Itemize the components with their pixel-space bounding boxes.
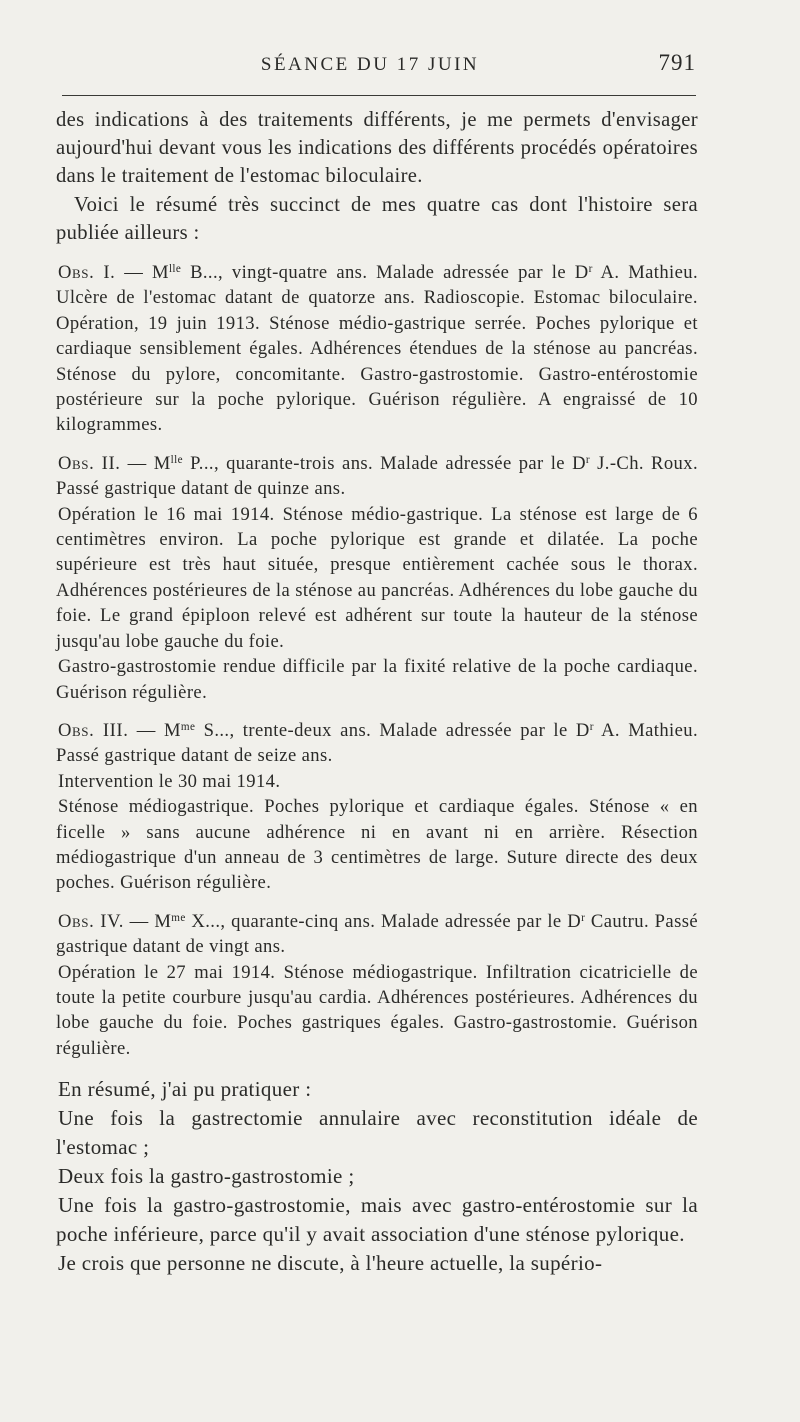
observation-lead bbox=[56, 909, 698, 960]
title-sup: me bbox=[171, 911, 186, 924]
observation-1 bbox=[56, 260, 698, 438]
observation-3 bbox=[56, 718, 698, 896]
title-sup: me bbox=[180, 720, 196, 733]
observation-paragraph: Intervention le 30 mai 1914. bbox=[58, 770, 281, 792]
observation-paragraph: Opération le 27 mai 1914. Sténose médiogastrique. Infiltration cicatricielle de toute la petite courbure jusqu'au cardia. Adhérences postérieures. Adhérences du lobe gauche du foie. Poches gastriques égales. Gastro-gastrostomie. Guérison régulière. bbox=[56, 961, 698, 1059]
title-abbr: M bbox=[163, 719, 181, 741]
observation-lead bbox=[56, 718, 698, 769]
summary-paragraph: Une fois la gastro-gastrostomie, mais avec gastro-entérostomie sur la poche inférieure, parce qu'il y avait association d'une sténose pylorique. bbox=[56, 1193, 698, 1247]
page-body bbox=[56, 106, 698, 1278]
dash: — bbox=[123, 910, 155, 932]
lead-rest: A. Mathieu. Ulcère de l'estomac datant de quatorze ans. Radioscopie. Estomac biloculaire. Opération, 19 juin 1913. Sténose médio-gastrique serrée. Poches pylorique et cardiaque sensiblement égales. Adhérences étendues de la sténose au pancréas. Sténose du pylore, concomitante. Gastro-gastrostomie. Gastro-entérostomie postérieure sur la poche pylorique. Guérison régulière. A engraissé de 10 kilogrammes. bbox=[56, 262, 699, 436]
summary-paragraph: Deux fois la gastro-gastrostomie ; bbox=[58, 1164, 355, 1189]
observation-label: Obs. II. bbox=[58, 452, 121, 474]
dash: — bbox=[128, 719, 164, 741]
summary-paragraph: Une fois la gastrectomie annulaire avec reconstitution idéale de l'estomac ; bbox=[56, 1106, 698, 1160]
dash: — bbox=[115, 262, 152, 284]
dash: — bbox=[120, 452, 154, 474]
intro-paragraph: des indications à des traitements différents, je me permets d'envisager aujourd'hui devant vous les indications des différents procédés opératoires dans le traitement de l'estomac biloculaire. bbox=[56, 109, 698, 188]
observation-2 bbox=[56, 451, 698, 705]
observation-label: Obs. III. bbox=[58, 719, 129, 741]
running-title: SÉANCE DU 17 JUIN bbox=[260, 54, 480, 75]
intro-paragraph: Voici le résumé très succinct de mes quatre cas dont l'histoire sera publiée ailleurs : bbox=[56, 193, 698, 244]
observation-paragraph: Gastro-gastrostomie rendue difficile par la fixité relative de la poche cardiaque. Guérison régulière. bbox=[56, 656, 698, 703]
intro-text bbox=[56, 106, 698, 247]
doctor-sup: r bbox=[585, 453, 591, 466]
header-rule bbox=[62, 95, 696, 96]
lead-text: X..., quarante-cinq ans. Malade adressée par le D bbox=[185, 910, 582, 932]
observation-label: Obs. IV. bbox=[58, 910, 124, 932]
title-abbr: M bbox=[152, 262, 169, 284]
summary-paragraph: Je crois que personne ne discute, à l'heure actuelle, la supério- bbox=[58, 1251, 603, 1276]
observation-lead bbox=[56, 451, 698, 502]
doctor-sup: r bbox=[588, 262, 593, 275]
observation-paragraph: Sténose médiogastrique. Poches pylorique et cardiaque égales. Sténose « en ficelle » sans aucune adhérence ni en avant ni en arrière. Résection médiogastrique d'un anneau de 3 centimètres de large. Suture directe des deux poches. Guérison régulière. bbox=[56, 796, 698, 894]
running-head bbox=[0, 48, 800, 88]
observation-lead bbox=[56, 260, 698, 438]
lead-rest: Cautru. Passé gastrique datant de vingt ans. bbox=[56, 910, 699, 958]
lead-text: B..., vingt-quatre ans. Malade adressée par le D bbox=[181, 262, 589, 284]
lead-text: S..., trente-deux ans. Malade adressée par le D bbox=[195, 719, 590, 741]
summary-paragraph: En résumé, j'ai pu pratiquer : bbox=[58, 1077, 312, 1102]
doctor-sup: r bbox=[581, 911, 586, 924]
observation-4 bbox=[56, 909, 698, 1061]
lead-rest: A. Mathieu. Passé gastrique datant de seize ans. bbox=[56, 719, 699, 767]
title-abbr: M bbox=[154, 910, 172, 932]
title-abbr: M bbox=[153, 452, 171, 474]
title-sup: lle bbox=[170, 453, 184, 466]
lead-rest: J.-Ch. Roux. Passé gastrique datant de quinze ans. bbox=[56, 452, 698, 500]
title-sup: lle bbox=[168, 262, 182, 275]
observation-paragraph: Opération le 16 mai 1914. Sténose médio-gastrique. La sténose est large de 6 centimètres environ. La poche pylorique est grande et dilatée. La poche supérieure est très haut située, presque entièrement cachée sous le thorax. Adhérences postérieures de la sténose au pancréas. Adhérences du lobe gauche du foie. Le grand épiploon relevé est adhérent sur toute la hauteur de la sténose jusqu'au lobe gauche du foie. bbox=[56, 503, 698, 652]
summary-text bbox=[56, 1075, 698, 1278]
lead-text: P..., quarante-trois ans. Malade adressée par le D bbox=[183, 452, 586, 474]
observation-label: Obs. I. bbox=[58, 262, 116, 284]
doctor-sup: r bbox=[589, 720, 594, 733]
page-number: 791 bbox=[658, 50, 696, 75]
